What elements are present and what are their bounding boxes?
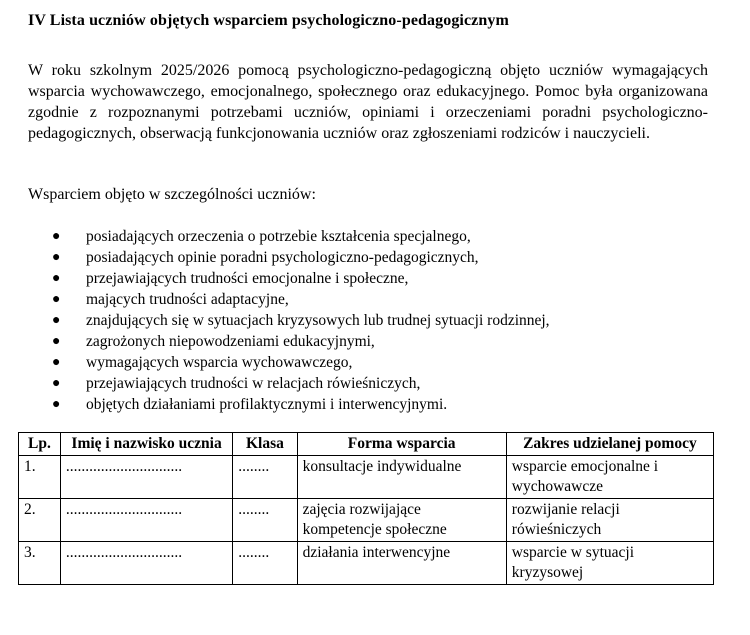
bullet-icon: ● <box>52 271 61 286</box>
table-row <box>19 499 714 542</box>
cell-student-name: .............................. <box>60 542 232 585</box>
header-lp: Lp. <box>19 433 61 456</box>
cell-support-form: konsultacje indywidualne <box>297 456 506 499</box>
header-class: Klasa <box>233 433 297 456</box>
list-item <box>48 310 550 331</box>
bullet-icon: ● <box>52 292 61 307</box>
bullet-icon: ● <box>52 229 61 244</box>
bullet-icon: ● <box>52 313 61 328</box>
cell-class: ........ <box>233 542 297 585</box>
list-item-text: posiadających opinie poradni psychologiczno-pedagogicznych, <box>86 249 479 266</box>
list-item <box>48 352 550 373</box>
lead-sentence: Wsparciem objęto w szczególności uczniów: <box>28 186 316 203</box>
intro-paragraph: W roku szkolnym 2025/2026 pomocą psychologiczno-pedagogiczną objęto uczniów wymagających wsparcia wychowawczego, emocjonalnego, społecznego oraz edukacyjnego. Pomoc była organizowana zgodnie z rozpoznanymi potrzebami uczniów, opiniami i orzeczeniami poradni psychologiczno-pedagogicznych, obserwacją funkcjonowania uczniów oraz zgłoszeniami rodziców i nauczycieli. <box>28 62 708 142</box>
cell-lp: 2. <box>19 499 61 542</box>
header-support-scope: Zakres udzielanej pomocy <box>506 433 713 456</box>
list-item <box>48 247 550 268</box>
list-item-text: znajdujących się w sytuacjach kryzysowych lub trudnej sytuacji rodzinnej, <box>86 312 550 329</box>
list-item-text: przejawiających trudności w relacjach rówieśniczych, <box>86 375 421 392</box>
table-row <box>19 542 714 585</box>
cell-support-scope: wsparcie w sytuacji kryzysowej <box>506 542 713 585</box>
table-header-row <box>19 433 714 456</box>
list-item-text: mających trudności adaptacyjne, <box>86 291 289 308</box>
list-item-text: posiadających orzeczenia o potrzebie kształcenia specjalnego, <box>86 228 471 245</box>
list-item <box>48 289 550 310</box>
cell-lp: 3. <box>19 542 61 585</box>
list-item <box>48 394 550 415</box>
list-item-text: objętych działaniami profilaktycznymi i interwencyjnymi. <box>86 396 448 413</box>
list-item <box>48 373 550 394</box>
bullet-icon: ● <box>52 397 61 412</box>
header-support-form: Forma wsparcia <box>297 433 506 456</box>
cell-support-scope: wsparcie emocjonalne i wychowawcze <box>506 456 713 499</box>
list-item-text: przejawiających trudności emocjonalne i społeczne, <box>86 270 409 287</box>
cell-student-name: .............................. <box>60 499 232 542</box>
cell-support-scope: rozwijanie relacji rówieśniczych <box>506 499 713 542</box>
bullet-icon: ● <box>52 355 61 370</box>
cell-support-form: działania interwencyjne <box>297 542 506 585</box>
list-item <box>48 331 550 352</box>
support-criteria-list <box>48 226 550 415</box>
cell-support-form: zajęcia rozwijające kompetencje społeczne <box>297 499 506 542</box>
list-item <box>48 226 550 247</box>
list-item-text: zagrożonych niepowodzeniami edukacyjnymi, <box>86 333 375 350</box>
list-item-text: wymagających wsparcia wychowawczego, <box>86 354 353 371</box>
cell-class: ........ <box>233 456 297 499</box>
bullet-icon: ● <box>52 334 61 349</box>
students-support-table <box>18 432 714 585</box>
cell-lp: 1. <box>19 456 61 499</box>
list-item <box>48 268 550 289</box>
cell-class: ........ <box>233 499 297 542</box>
bullet-icon: ● <box>52 376 61 391</box>
section-heading: IV Lista uczniów objętych wsparciem psychologiczno-pedagogicznym <box>28 12 509 29</box>
bullet-icon: ● <box>52 250 61 265</box>
table-row <box>19 456 714 499</box>
header-student-name: Imię i nazwisko ucznia <box>60 433 232 456</box>
cell-student-name: .............................. <box>60 456 232 499</box>
